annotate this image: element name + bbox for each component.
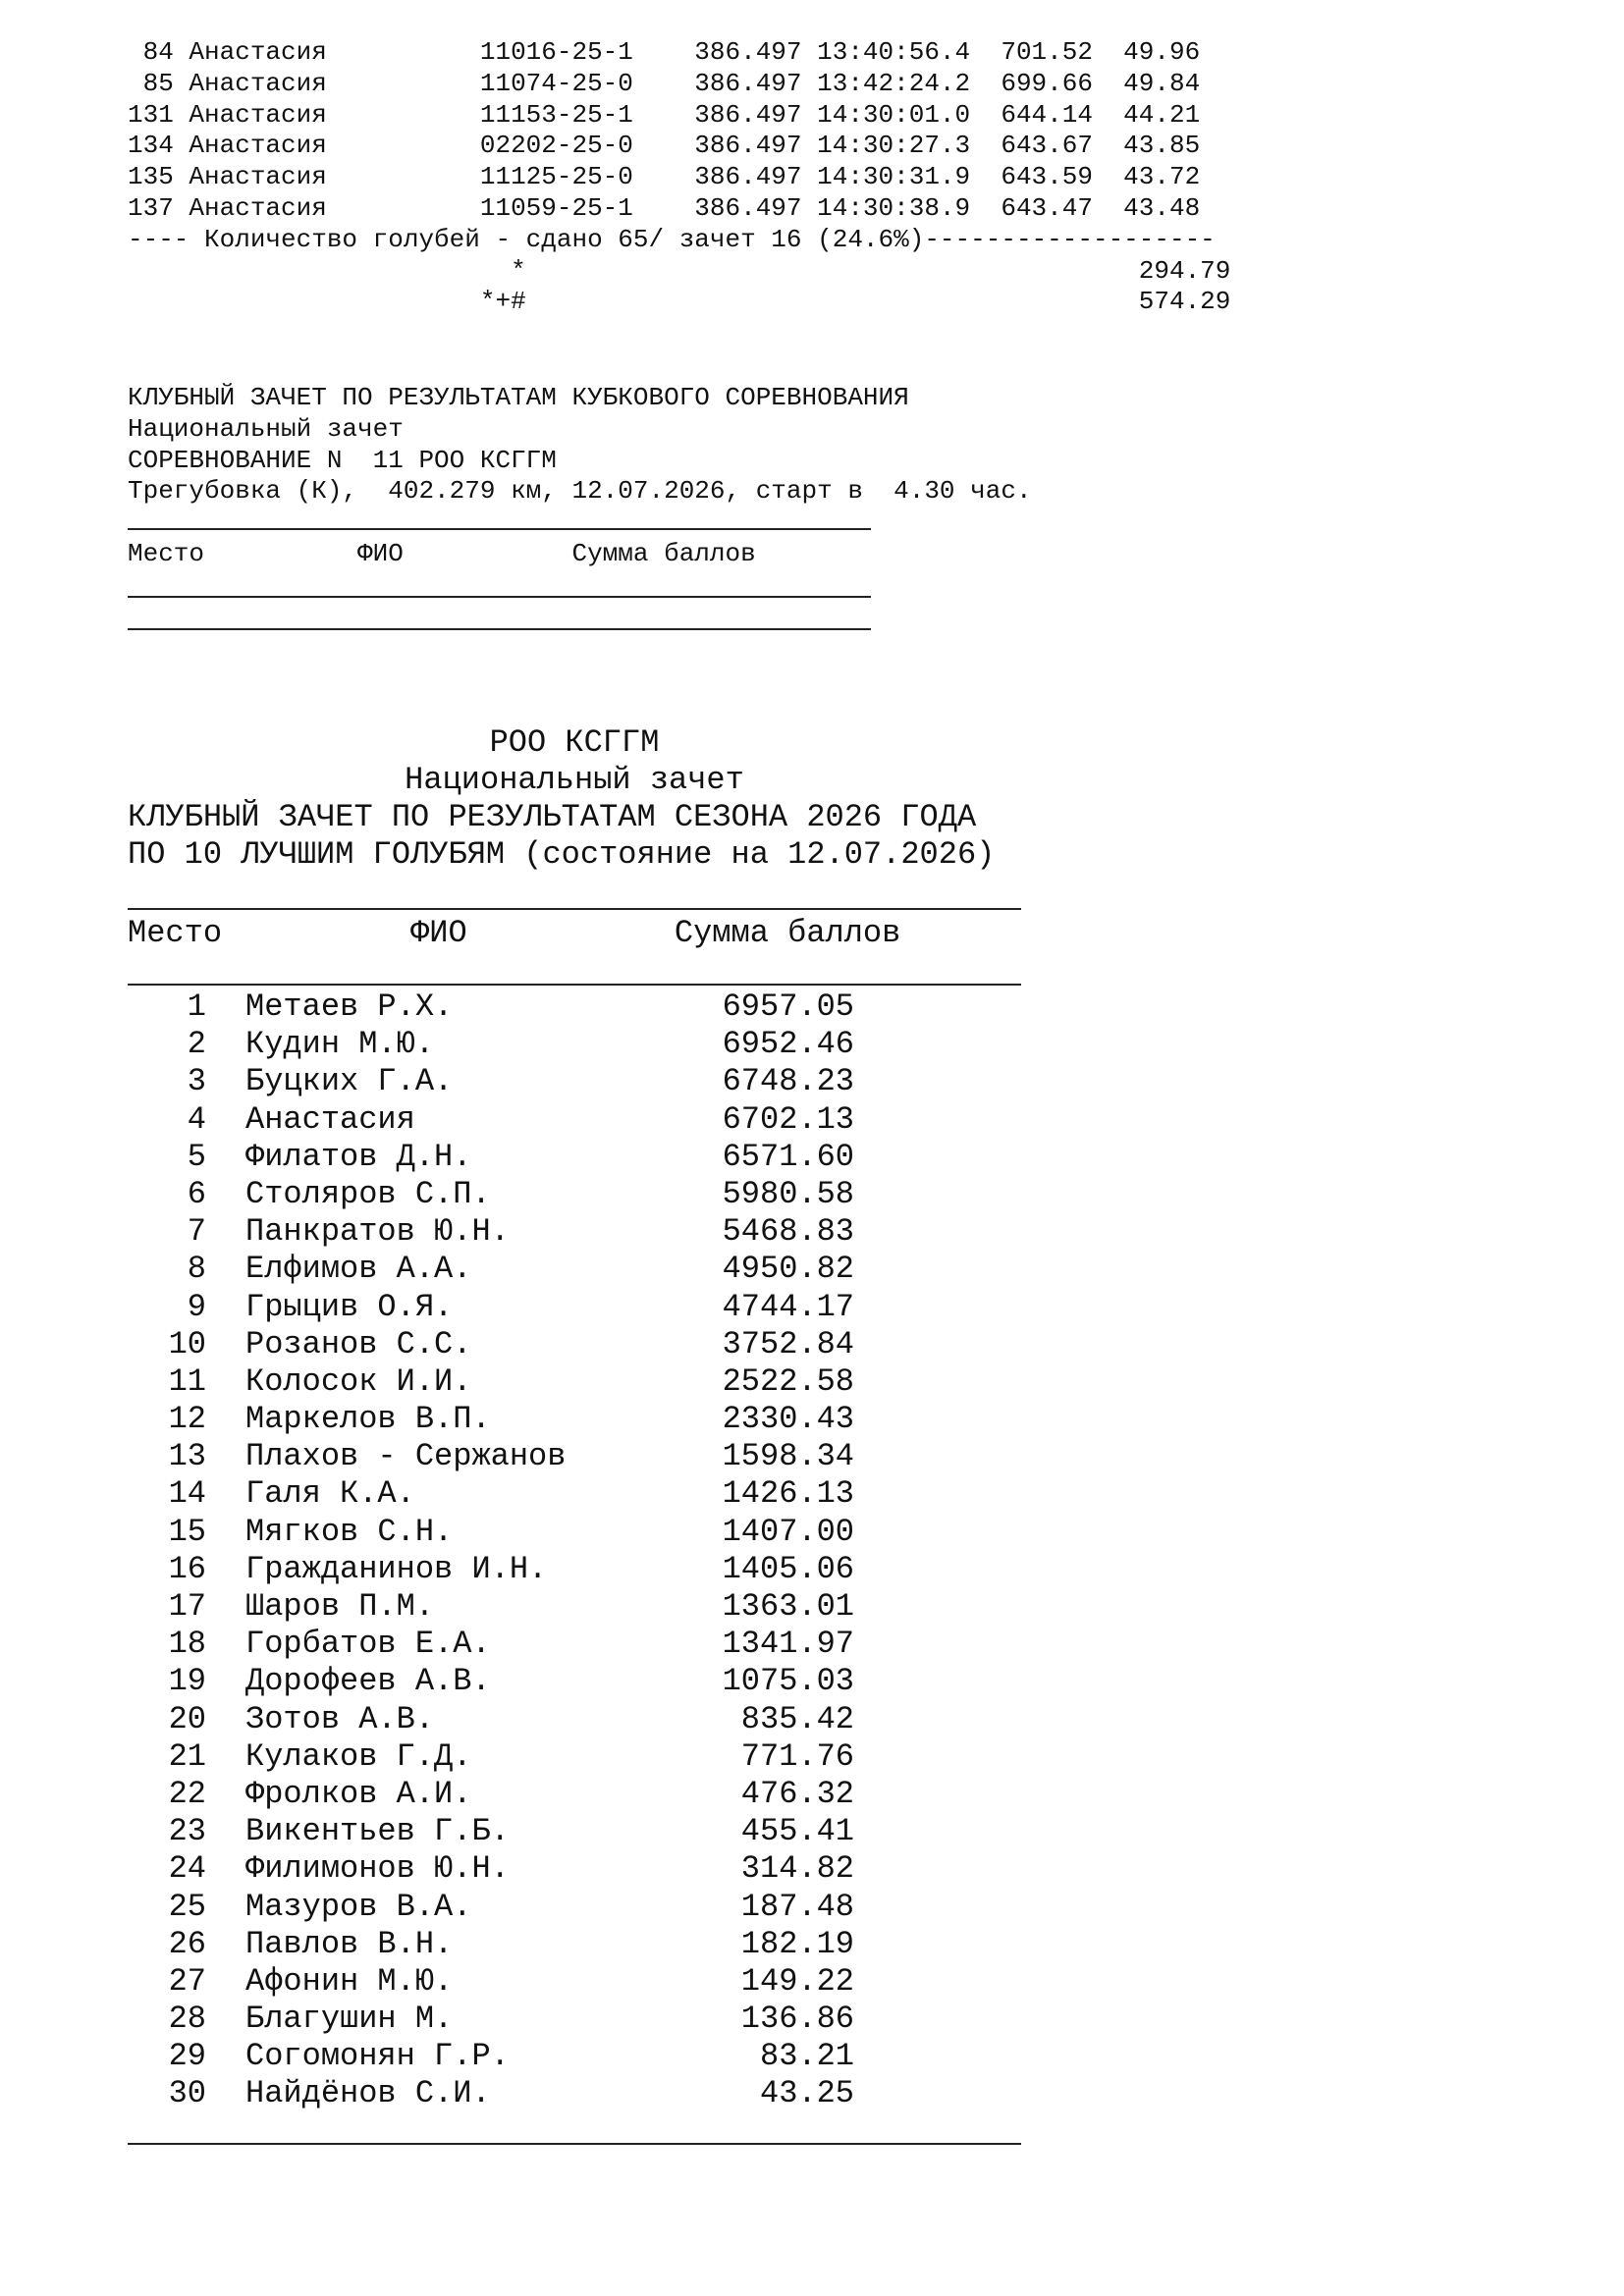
- ranking-row: [128, 1514, 854, 1551]
- rank-place: 1: [187, 988, 206, 1025]
- ranking-row: [128, 1401, 854, 1438]
- score-total: 5980.58: [722, 1175, 854, 1212]
- ranking-row: [128, 1850, 854, 1888]
- rank-place: 3: [187, 1063, 206, 1100]
- score-total: 6571.60: [722, 1138, 854, 1175]
- score-total: 2330.43: [722, 1401, 854, 1438]
- fancier-name: Филимонов Ю.Н.: [245, 1850, 510, 1888]
- race-results-tail: [128, 37, 1230, 318]
- ranking-row: [128, 1438, 854, 1475]
- score-total: 149.22: [740, 1962, 854, 2000]
- result-row: 84 Анастасия 11016-25-1 386.497 13:40:56.4 701.52 49.96: [128, 37, 1201, 67]
- fancier-name: Мягков С.Н.: [245, 1513, 454, 1550]
- ranking-row: [128, 1326, 854, 1363]
- fancier-name: Елфимов А.А.: [245, 1251, 472, 1288]
- rank-place: 22: [168, 1775, 206, 1812]
- score-total: 43.25: [759, 2075, 854, 2112]
- season-ranking-table: [128, 988, 854, 2113]
- rank-place: 11: [168, 1362, 206, 1400]
- ranking-row: [128, 1813, 854, 1850]
- score-total: 455.41: [740, 1813, 854, 1850]
- fancier-name: Благушин М.: [245, 2001, 454, 2038]
- score-total: 2522.58: [722, 1362, 854, 1400]
- ranking-row: [128, 1475, 854, 1513]
- ranking-row: [128, 1588, 854, 1626]
- ranking-row: [128, 2038, 854, 2075]
- cup-section-subtitle: Национальный зачет: [128, 413, 404, 444]
- cup-club-section: [128, 383, 1032, 507]
- score-total: 314.82: [740, 1850, 854, 1888]
- fancier-name: Зотов А.В.: [245, 1700, 435, 1737]
- ranking-row: [128, 1889, 854, 1926]
- ranking-row: [128, 1738, 854, 1776]
- rank-place: 23: [168, 1813, 206, 1850]
- fancier-name: Кудин М.Ю.: [245, 1026, 435, 1063]
- fancier-name: Анастасия: [245, 1100, 415, 1138]
- cup-table-header: Место ФИО Сумма баллов: [128, 539, 756, 568]
- ranking-row: [128, 1663, 854, 1700]
- fancier-name: Панкратов Ю.Н.: [245, 1213, 510, 1251]
- fancier-name: Грыцив О.Я.: [245, 1288, 454, 1325]
- score-total: 136.86: [740, 2001, 854, 2038]
- divider: [128, 2143, 1021, 2145]
- score-total: 5468.83: [722, 1213, 854, 1251]
- rank-place: 10: [168, 1325, 206, 1362]
- fancier-name: Дорофеев А.В.: [245, 1663, 491, 1700]
- rank-place: 17: [168, 1588, 206, 1625]
- fancier-name: Метаев Р.Х.: [245, 988, 454, 1025]
- fancier-name: Мазуров В.А.: [245, 1888, 472, 1925]
- fancier-name: Шаров П.М.: [245, 1588, 435, 1625]
- rank-place: 15: [168, 1513, 206, 1550]
- score-total: 476.32: [740, 1775, 854, 1812]
- divider: [128, 908, 1021, 910]
- ranking-row: [128, 1026, 854, 1063]
- rank-place: 5: [187, 1138, 206, 1175]
- score-total: 4950.82: [722, 1251, 854, 1288]
- rank-place: 30: [168, 2075, 206, 2112]
- season-subtitle: Национальный зачет: [405, 762, 744, 798]
- ranking-row: [128, 1701, 854, 1738]
- star-plus-total: *+# 574.29: [128, 287, 1231, 317]
- divider: [128, 984, 1021, 986]
- ranking-row: [128, 1139, 854, 1176]
- ranking-row: [128, 988, 854, 1026]
- result-row: 137 Анастасия 11059-25-1 386.497 14:30:38.9 643.47 43.48: [128, 192, 1201, 223]
- ranking-row: [128, 1251, 854, 1288]
- rank-place: 20: [168, 1700, 206, 1737]
- result-row: 85 Анастасия 11074-25-0 386.497 13:42:24.2 699.66 49.84: [128, 68, 1201, 98]
- ranking-row: [128, 1776, 854, 1813]
- score-total: 1407.00: [722, 1513, 854, 1550]
- result-row: 131 Анастасия 11153-25-1 386.497 14:30:01.0 644.14 44.21: [128, 99, 1201, 130]
- fancier-name: Маркелов В.П.: [245, 1401, 491, 1438]
- rank-place: 29: [168, 2038, 206, 2075]
- ranking-row: [128, 1289, 854, 1326]
- rank-place: 13: [168, 1438, 206, 1475]
- fancier-name: Викентьев Г.Б.: [245, 1813, 510, 1850]
- ranking-row: [128, 1063, 854, 1100]
- rank-place: 12: [168, 1401, 206, 1438]
- fancier-name: Плахов - Сержанов: [245, 1438, 567, 1475]
- rank-place: 14: [168, 1475, 206, 1513]
- rank-place: 7: [187, 1213, 206, 1251]
- ranking-row: [128, 1101, 854, 1139]
- score-total: 1405.06: [722, 1550, 854, 1587]
- star-total: * 294.79: [128, 255, 1231, 286]
- fancier-name: Согомонян Г.Р.: [245, 2038, 510, 2075]
- fancier-name: Буцких Г.А.: [245, 1063, 454, 1100]
- season-header: [128, 724, 1021, 874]
- rank-place: 2: [187, 1026, 206, 1063]
- ranking-row: [128, 1926, 854, 1963]
- fancier-name: Кулаков Г.Д.: [245, 1737, 472, 1775]
- score-total: 1075.03: [722, 1663, 854, 1700]
- score-total: 1363.01: [722, 1588, 854, 1625]
- divider: [128, 596, 871, 598]
- score-total: 771.76: [740, 1737, 854, 1775]
- fancier-name: Галя К.А.: [245, 1475, 415, 1513]
- rank-place: 26: [168, 1925, 206, 1962]
- ranking-row: [128, 1213, 854, 1251]
- ranking-row: [128, 1363, 854, 1401]
- org-name: РОО КСГГМ: [489, 724, 660, 761]
- score-total: 6748.23: [722, 1063, 854, 1100]
- rank-place: 16: [168, 1550, 206, 1587]
- divider: [128, 628, 871, 630]
- score-total: 83.21: [759, 2038, 854, 2075]
- rank-place: 4: [187, 1100, 206, 1138]
- fancier-name: Колосок И.И.: [245, 1362, 472, 1400]
- score-total: 1341.97: [722, 1626, 854, 1663]
- score-total: 182.19: [740, 1925, 854, 1962]
- fancier-name: Горбатов Е.А.: [245, 1626, 491, 1663]
- rank-place: 18: [168, 1626, 206, 1663]
- rank-place: 25: [168, 1888, 206, 1925]
- competition-number: СОРЕВНОВАНИЕ N 11 РОО КСГГМ: [128, 445, 557, 475]
- score-total: 6702.13: [722, 1100, 854, 1138]
- cup-section-title: КЛУБНЫЙ ЗАЧЕТ ПО РЕЗУЛЬТАТАМ КУБКОВОГО СОРЕВНОВАНИЯ: [128, 383, 909, 412]
- ranking-row: [128, 1551, 854, 1588]
- score-total: 1426.13: [722, 1475, 854, 1513]
- divider: [128, 528, 871, 530]
- result-row: 134 Анастасия 02202-25-0 386.497 14:30:27.3 643.67 43.85: [128, 131, 1201, 161]
- rank-place: 28: [168, 2001, 206, 2038]
- ranking-row: [128, 1963, 854, 2001]
- score-total: 6957.05: [722, 988, 854, 1025]
- ranking-row: [128, 1626, 854, 1663]
- fancier-name: Гражданинов И.Н.: [245, 1550, 548, 1587]
- fancier-name: Фролков А.И.: [245, 1775, 472, 1812]
- rank-place: 24: [168, 1850, 206, 1888]
- score-total: 6952.46: [722, 1026, 854, 1063]
- ranking-row: [128, 2001, 854, 2038]
- fancier-name: Столяров С.П.: [245, 1175, 491, 1212]
- rank-place: 27: [168, 1962, 206, 2000]
- rank-place: 6: [187, 1175, 206, 1212]
- fancier-name: Павлов В.Н.: [245, 1925, 454, 1962]
- fancier-name: Розанов С.С.: [245, 1325, 472, 1362]
- score-total: 187.48: [740, 1888, 854, 1925]
- ranking-row: [128, 2075, 854, 2112]
- rank-place: 9: [187, 1288, 206, 1325]
- score-total: 4744.17: [722, 1288, 854, 1325]
- pigeon-count-summary: ---- Количество голубей - сдано 65/ зачет 16 (24.6%)-------------------: [128, 224, 1216, 254]
- rank-place: 19: [168, 1663, 206, 1700]
- fancier-name: Афонин М.Ю.: [245, 1962, 454, 2000]
- competition-location: Трегубовка (К), 402.279 км, 12.07.2026, старт в 4.30 час.: [128, 476, 1032, 507]
- score-total: 835.42: [740, 1700, 854, 1737]
- rank-place: 21: [168, 1737, 206, 1775]
- score-total: 3752.84: [722, 1325, 854, 1362]
- rank-place: 8: [187, 1251, 206, 1288]
- fancier-name: Найдёнов С.И.: [245, 2075, 491, 2112]
- ranking-row: [128, 1176, 854, 1213]
- fancier-name: Филатов Д.Н.: [245, 1138, 472, 1175]
- season-table-header: Место ФИО Сумма баллов: [128, 915, 901, 951]
- season-title-line1: КЛУБНЫЙ ЗАЧЕТ ПО РЕЗУЛЬТАТАМ СЕЗОНА 2026 ГОДА: [128, 799, 977, 835]
- score-total: 1598.34: [722, 1438, 854, 1475]
- season-title-line2: ПО 10 ЛУЧШИМ ГОЛУБЯМ (состояние на 12.07.2026): [128, 836, 996, 873]
- result-row: 135 Анастасия 11125-25-0 386.497 14:30:31.9 643.59 43.72: [128, 162, 1201, 192]
